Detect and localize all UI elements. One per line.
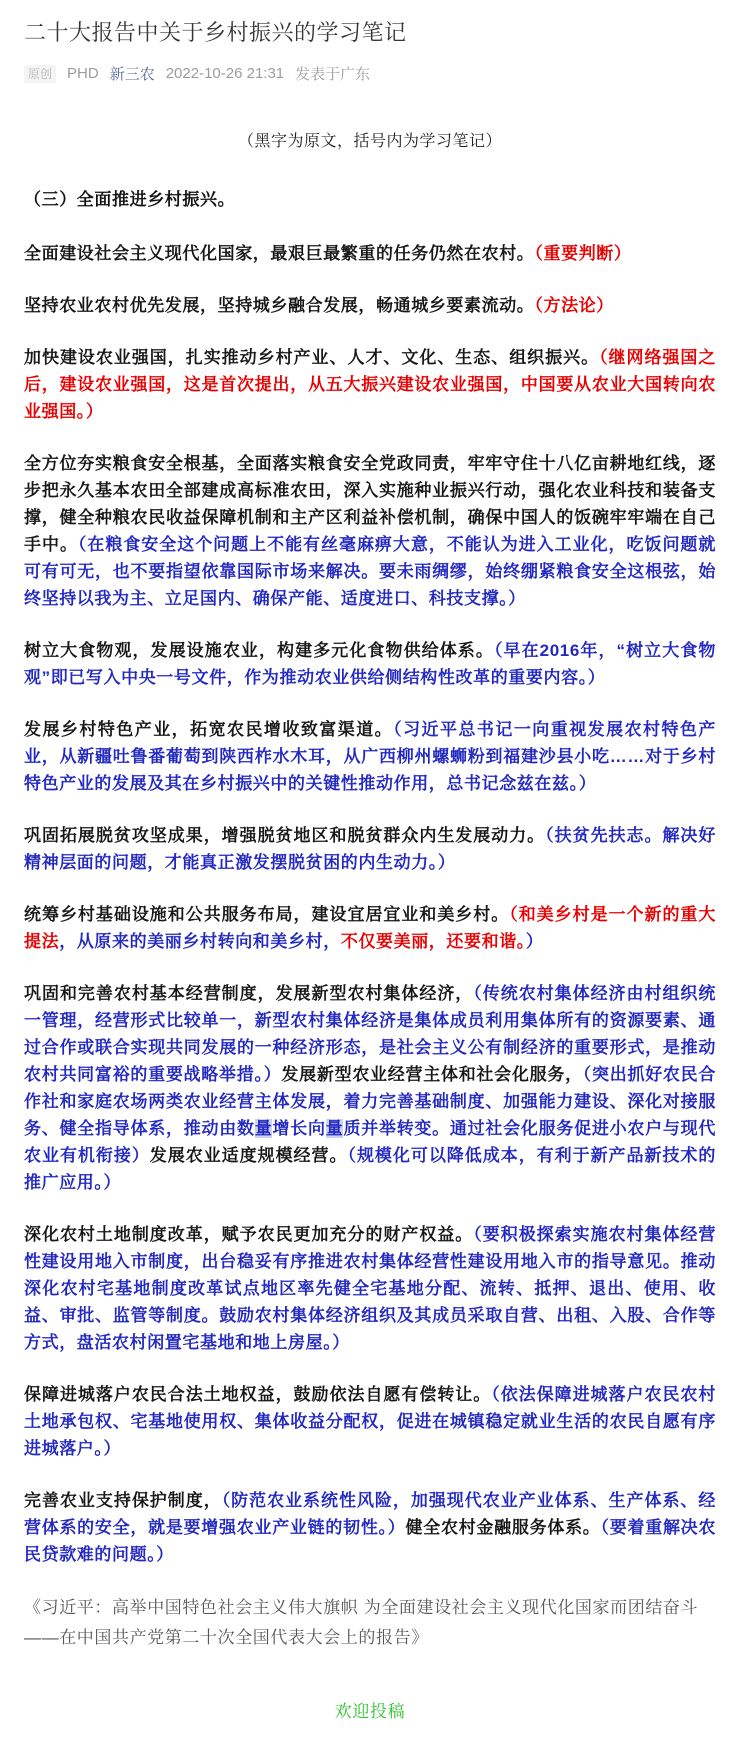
paragraph xyxy=(24,1487,716,1568)
text-segment-blue: （依法保障进城落户农民农村土地承包权、宅基地使用权、集体收益分配权，促进在城镇稳定就业生活的农民自愿有序进城落户。） xyxy=(24,1385,716,1458)
paragraph xyxy=(24,1381,716,1462)
text-segment-black: 全方位夯实粮食安全根基，全面落实粮食安全党政同责，牢牢守住十八亿亩耕地红线，逐步把永久基本农田全部建成高标准农田，深入实施种业振兴行动，强化农业科技和装备支撑，健全种粮农民收益保障机制和主产区利益补偿机制，确保中国人的饭碗牢牢端在自己手中。 xyxy=(24,454,716,554)
paragraph xyxy=(24,901,716,955)
text-segment-black: 健全农村金融服务体系。 xyxy=(405,1518,601,1537)
text-segment-blue: （在粮食安全这个问题上不能有丝毫麻痹大意，不能认为进入工业化，吃饭问题就可有可无，也不要指望依靠国际市场来解决。要未雨绸缪，始终绷紧粮食安全这根弦，始终坚持以我为主、立足国内、确保产能、适度进口、科技支撑。） xyxy=(24,535,716,608)
text-segment-black: 深化农村土地制度改革，赋予农民更加充分的财产权益。 xyxy=(24,1225,474,1244)
text-segment-blue-highlighted: 量 xyxy=(325,1119,344,1138)
article-title: 二十大报告中关于乡村振兴的学习笔记 xyxy=(24,20,407,45)
paragraph xyxy=(24,822,716,876)
text-segment-blue: 质并举转变。通过社会化服务促进小农户与现代农业有机衔接） xyxy=(24,1119,716,1165)
text-segment-blue: 增长向 xyxy=(272,1119,326,1138)
paragraph xyxy=(24,716,716,797)
text-segment-black: 保障进城落户农民合法土地权益，鼓励依法自愿有偿转让。 xyxy=(24,1385,492,1404)
text-segment-red: （继网络强国之后，建设农业强国，这是首次提出，从五大振兴建设农业强国，中国要从农业大国转向农业强国。） xyxy=(24,348,717,421)
text-segment-black: 发展新型农业经营主体和社会化服务， xyxy=(281,1065,583,1084)
paragraph xyxy=(24,980,716,1196)
source-citation: 《习近平：高举中国特色社会主义伟大旗帜 为全面建设社会主义现代化国家而团结奋斗——在中国共产党第二十次全国代表大会上的报告》 xyxy=(24,1598,699,1647)
text-segment-black: 坚持农业农村优先发展，坚持城乡融合发展，畅通城乡要素流动。 xyxy=(24,296,535,315)
text-segment-black: 加快建设农业强国，扎实推动乡村产业、人才、文化、生态、组织振兴。 xyxy=(24,348,600,367)
text-segment-black: 巩固和完善农村基本经营制度，发展新型农村集体经济， xyxy=(24,984,474,1003)
article-body xyxy=(24,240,716,1568)
paragraph xyxy=(24,240,716,267)
text-segment-black: 树立大食物观，发展设施农业，构建多元化食物供给体系。 xyxy=(24,641,494,660)
text-segment-blue: （突出抓好农民合作社和家庭农场两类农业经营主体发展，着力完善基础制度、加强能力建设、深化对接服务、健全指导体系，推动由数 xyxy=(24,1065,716,1138)
text-segment-black: 巩固拓展脱贫攻坚成果，增强脱贫地区和脱贫群众内生发展动力。 xyxy=(24,826,546,845)
text-segment-red: （重要判断） xyxy=(534,244,632,263)
text-segment-black: 完善农业支持保护制度， xyxy=(24,1491,222,1510)
paragraph xyxy=(24,1221,716,1356)
text-segment-black: 发展农业适度规模经营。 xyxy=(149,1146,348,1165)
article-meta xyxy=(24,63,716,84)
text-segment-blue: （扶贫先扶志。解决好精神层面的问题，才能真正激发摆脱贫困的内生动力。） xyxy=(24,826,716,872)
text-segment-black: 全面建设社会主义现代化国家，最艰巨最繁重的任务仍然在农村。 xyxy=(24,244,535,263)
text-segment-blue: （要着重解决农民贷款难的问题。） xyxy=(24,1518,716,1564)
text-segment-black: 统筹乡村基础设施和公共服务布局，建设宜居宜业和美乡村。 xyxy=(24,905,510,924)
text-segment-blue: （习近平总书记一向重视发展农村特色产业，从新疆吐鲁番葡萄到陕西柞水木耳，从广西柳州螺蛳粉到福建沙县小吃……对于乡村特色产业的发展及其在乡村振兴中的关键性推动作用，总书记念兹在兹。） xyxy=(24,720,716,793)
text-segment-red: 不仅要美丽，还要和谐。 xyxy=(340,932,526,951)
original-badge: 原创 xyxy=(24,65,56,83)
text-segment-blue: （传统农村集体经济由村组织统一管理，经营形式比较单一，新型农村集体经济是集体成员利用集体所有的资源要素、通过合作或联合实现共同发展的一种经济形态，是社会主义公有制经济的重要形式，是推动农村共同富裕的重要战略举措。） xyxy=(24,984,717,1084)
text-segment-blue: （早在2016年，“树立大食物观”即已写入中央一号文件，作为推动农业供给侧结构性改革的重要内容。） xyxy=(24,641,716,687)
paragraph xyxy=(24,344,716,425)
publish-date: 2022-10-26 21:31 xyxy=(165,65,285,82)
account-link[interactable]: 新三农 xyxy=(109,66,155,83)
text-segment-red: （和美乡村是一个新的重大提法 xyxy=(24,905,716,951)
paragraph xyxy=(24,637,716,691)
text-segment-blue: （要积极探索实施农村集体经营性建设用地入市制度，出台稳妥有序推进农村集体经营性建设用地入市的指导意见。推动深化农村宅基地制度改革试点地区率先健全宅基地分配、流转、抵押、退出、使用、收益、审批、监管等制度。鼓励农村集体经济组织及其成员采取自营、出租、入股、合作等方式，盘活农村闲置宅基地和地上房屋。） xyxy=(24,1225,717,1352)
legend-note: （黑字为原文，括号内为学习笔记） xyxy=(237,133,502,150)
submit-link[interactable]: 欢迎投稿 xyxy=(334,1702,406,1721)
text-segment-blue: （规模化可以降低成本，有利于新产品新技术的推广应用。） xyxy=(24,1146,716,1192)
text-segment-black: 发展乡村特色产业，拓宽农民增收致富渠道。 xyxy=(24,720,394,739)
text-segment-blue-highlighted: 量 xyxy=(254,1119,273,1138)
publish-location: 发表于广东 xyxy=(295,66,371,83)
footer xyxy=(24,1697,716,1722)
paragraph xyxy=(24,292,716,319)
author-name: PHD xyxy=(67,65,99,82)
section-heading: （三）全面推进乡村振兴。 xyxy=(24,190,236,209)
text-segment-blue: ，从原来的美丽乡村转向和美乡村， xyxy=(59,932,341,951)
text-segment-blue: ） xyxy=(525,932,544,951)
paragraph xyxy=(24,450,716,612)
text-segment-red: （方法论） xyxy=(534,296,614,315)
text-segment-blue: （防范农业系统性风险，加强现代农业产业体系、生产体系、经营体系的安全，就是要增强农业产业链的韧性。） xyxy=(24,1491,716,1537)
